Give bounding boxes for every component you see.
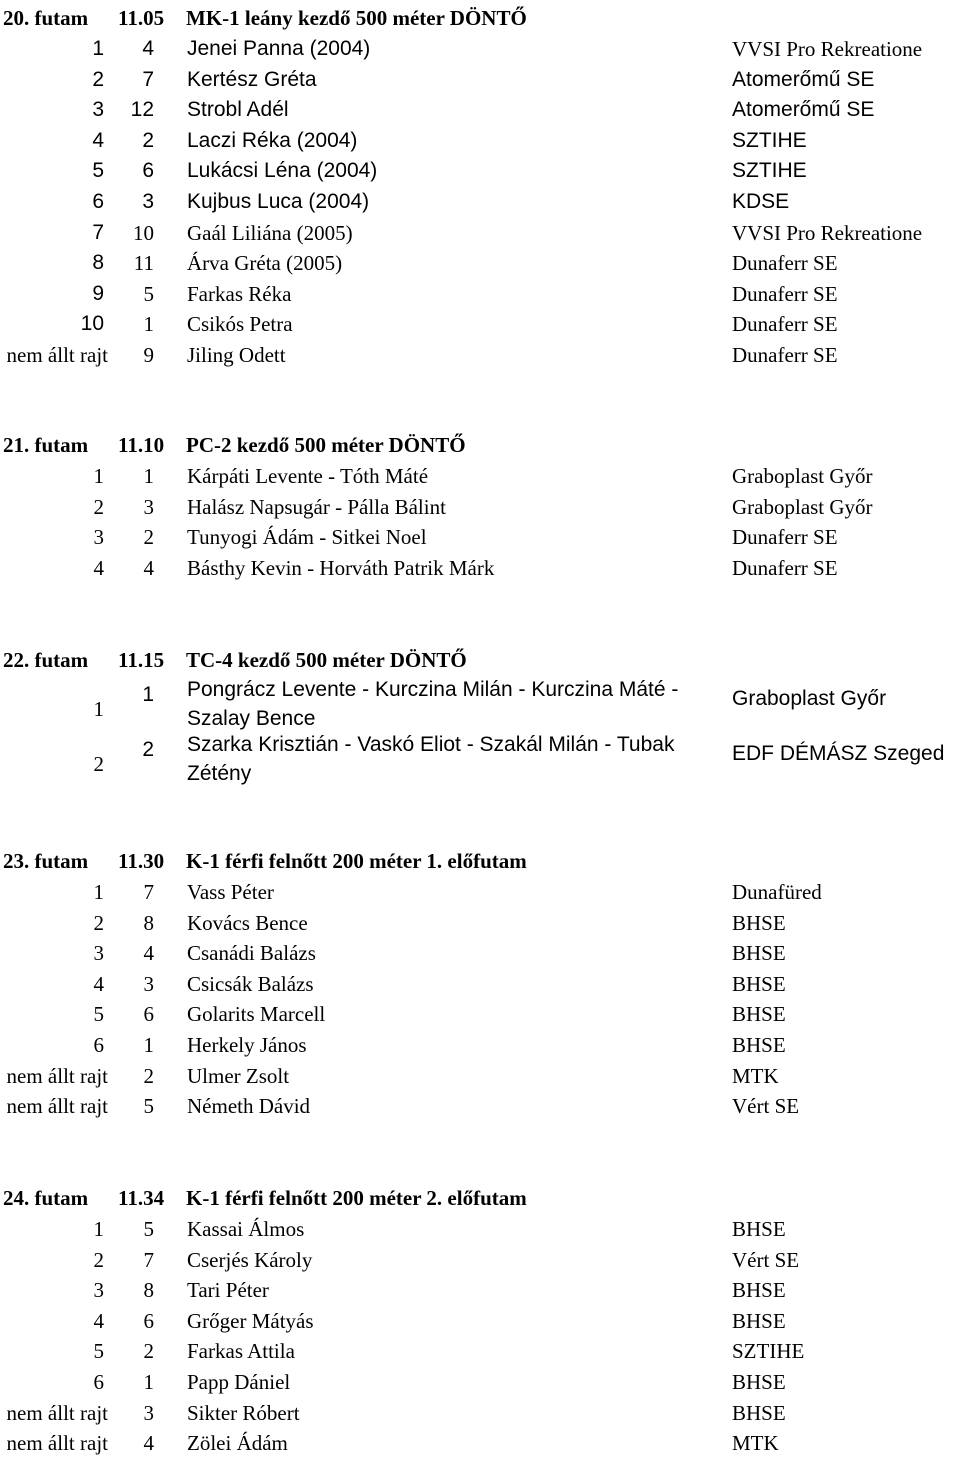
lane: 2 xyxy=(143,1063,154,1088)
result-row xyxy=(0,1029,960,1060)
lane: 3 xyxy=(142,189,154,213)
place: nem állt rajt xyxy=(6,1094,108,1119)
club: BHSE xyxy=(732,971,786,996)
competitor-name: Cserjés Károly xyxy=(187,1247,313,1272)
lane: 3 xyxy=(143,1400,154,1425)
result-row xyxy=(0,308,960,339)
place: 3 xyxy=(92,98,104,122)
place: 9 xyxy=(92,281,104,305)
lane: 8 xyxy=(143,1278,154,1303)
result-row xyxy=(0,33,960,64)
competitor-name: Básthy Kevin - Horváth Patrik Márk xyxy=(187,555,495,580)
result-row xyxy=(0,730,960,785)
competitor-name: Tunyogi Ádám - Sitkei Noel xyxy=(187,525,427,550)
competitor-name: Vass Péter xyxy=(187,880,274,904)
result-row xyxy=(0,907,960,938)
place: 5 xyxy=(92,159,104,183)
place: 1 xyxy=(93,1217,104,1241)
lane: 1 xyxy=(143,1369,154,1394)
competitor-name: Ulmer Zsolt xyxy=(187,1063,290,1088)
place: 2 xyxy=(93,910,104,935)
lane: 5 xyxy=(143,1217,154,1241)
club: BHSE xyxy=(732,1032,786,1057)
heat-number: 24. futam xyxy=(3,1186,89,1210)
result-row xyxy=(0,155,960,186)
result-row xyxy=(0,675,960,730)
club: Graboplast Győr xyxy=(732,494,873,519)
heat-header xyxy=(0,1182,960,1213)
result-row xyxy=(0,278,960,309)
result-row xyxy=(0,339,960,370)
club: BHSE xyxy=(732,1369,786,1394)
competitor-name: Golarits Marcell xyxy=(187,1002,326,1027)
place: 1 xyxy=(93,464,104,488)
competitor-name: Szarka Krisztián - Vaskó Eliot - Szakál Milán - Tubak Zétény xyxy=(187,733,675,785)
competitor-name: Csikós Petra xyxy=(187,312,293,337)
result-row xyxy=(0,968,960,999)
heat-header xyxy=(0,644,960,675)
lane: 7 xyxy=(142,67,154,91)
heat-header xyxy=(0,429,960,460)
result-row xyxy=(0,876,960,907)
lane: 9 xyxy=(143,342,154,367)
place: 4 xyxy=(93,555,104,580)
competitor-name: Kassai Álmos xyxy=(187,1217,305,1241)
heat-block xyxy=(0,2,960,370)
lane: 3 xyxy=(143,971,154,996)
lane: 1 xyxy=(143,312,154,337)
place: 4 xyxy=(92,128,104,152)
lane: 7 xyxy=(143,880,154,904)
club: SZTIHE xyxy=(732,128,807,152)
place: 1 xyxy=(93,880,104,904)
place: 1 xyxy=(93,697,104,721)
heat-time: 11.30 xyxy=(118,849,165,873)
club: EDF DÉMÁSZ Szeged xyxy=(732,742,945,765)
result-row xyxy=(0,1305,960,1336)
competitor-name: Jenei Panna (2004) xyxy=(187,37,371,60)
event-title: K-1 férfi felnőtt 200 méter 1. előfutam xyxy=(186,849,527,873)
club: Dunafüred xyxy=(732,880,822,904)
place: 2 xyxy=(92,67,104,91)
lane: 6 xyxy=(143,1308,154,1333)
heat-number: 23. futam xyxy=(3,849,89,873)
club: Dunaferr SE xyxy=(732,555,838,580)
place: nem állt rajt xyxy=(6,1400,108,1425)
place: nem állt rajt xyxy=(6,1063,108,1088)
club: KDSE xyxy=(732,189,790,213)
lane: 4 xyxy=(143,1431,154,1456)
place: nem állt rajt xyxy=(6,342,108,367)
heat-block xyxy=(0,1182,960,1458)
result-row xyxy=(0,460,960,491)
lane: 12 xyxy=(130,98,154,122)
result-row xyxy=(0,937,960,968)
lane: 2 xyxy=(142,738,154,761)
heat-block xyxy=(0,429,960,582)
heat-number: 20. futam xyxy=(3,6,89,30)
heat-time: 11.10 xyxy=(118,433,165,457)
lane: 5 xyxy=(143,281,154,306)
club: BHSE xyxy=(732,1217,786,1241)
club: Graboplast Győr xyxy=(732,464,873,488)
place: 1 xyxy=(92,37,104,60)
lane: 4 xyxy=(142,37,154,60)
lane: 10 xyxy=(133,220,154,245)
club: Dunaferr SE xyxy=(732,525,838,550)
result-row xyxy=(0,247,960,278)
result-row xyxy=(0,998,960,1029)
competitor-name: Halász Napsugár - Pálla Bálint xyxy=(187,494,446,519)
club: SZTIHE xyxy=(732,159,807,183)
club: Atomerőmű SE xyxy=(732,98,875,122)
result-row xyxy=(0,1244,960,1275)
club: MTK xyxy=(732,1063,779,1088)
result-row xyxy=(0,1060,960,1091)
heat-number: 22. futam xyxy=(3,648,89,672)
lane: 3 xyxy=(143,494,154,519)
lane: 6 xyxy=(143,1002,154,1027)
club: Dunaferr SE xyxy=(732,342,838,367)
result-row xyxy=(0,186,960,217)
place: 4 xyxy=(93,1308,104,1333)
competitor-name: Csicsák Balázs xyxy=(187,971,314,996)
place: 7 xyxy=(92,220,104,244)
heat-time: 11.05 xyxy=(118,6,165,30)
result-row xyxy=(0,1397,960,1428)
heat-block xyxy=(0,845,960,1121)
place: 5 xyxy=(93,1339,104,1364)
competitor-name: Herkely János xyxy=(187,1032,307,1057)
club: BHSE xyxy=(732,1002,786,1027)
result-row xyxy=(0,1366,960,1397)
competitor-name: Grőger Mátyás xyxy=(187,1308,314,1333)
lane: 1 xyxy=(143,1032,154,1057)
place: 10 xyxy=(80,312,104,336)
result-row xyxy=(0,521,960,552)
result-row xyxy=(0,94,960,125)
competitor-name: Zölei Ádám xyxy=(187,1431,288,1456)
competitor-name: Strobl Adél xyxy=(187,98,289,122)
place: 2 xyxy=(93,752,104,776)
lane: 7 xyxy=(143,1247,154,1272)
lane: 1 xyxy=(143,464,154,488)
club: Graboplast Győr xyxy=(732,687,887,710)
result-row xyxy=(0,491,960,522)
result-row xyxy=(0,217,960,248)
result-row xyxy=(0,64,960,95)
event-title: K-1 férfi felnőtt 200 méter 2. előfutam xyxy=(186,1186,527,1210)
club: BHSE xyxy=(732,1278,786,1303)
club: Atomerőmű SE xyxy=(732,67,875,91)
lane: 1 xyxy=(142,683,154,706)
competitor-name: Kujbus Luca (2004) xyxy=(187,189,370,213)
place: 2 xyxy=(93,494,104,519)
lane: 6 xyxy=(142,159,154,183)
club: Vért SE xyxy=(732,1094,800,1119)
lane: 2 xyxy=(143,1339,154,1364)
heat-number: 21. futam xyxy=(3,433,89,457)
result-row xyxy=(0,1335,960,1366)
club: VVSI Pro Rekreatione xyxy=(732,220,923,245)
place: 6 xyxy=(93,1032,104,1057)
competitor-name: Kertész Gréta xyxy=(187,67,317,91)
place: 4 xyxy=(93,971,104,996)
club: BHSE xyxy=(732,941,786,966)
competitor-name: Papp Dániel xyxy=(187,1369,291,1394)
result-row xyxy=(0,552,960,583)
competitor-name: Jiling Odett xyxy=(187,342,286,367)
club: Vért SE xyxy=(732,1247,800,1272)
club: MTK xyxy=(732,1431,779,1456)
club: BHSE xyxy=(732,1400,786,1425)
club: BHSE xyxy=(732,910,786,935)
competitor-name: Kárpáti Levente - Tóth Máté xyxy=(187,464,429,488)
heat-time: 11.34 xyxy=(118,1186,165,1210)
competitor-name: Gaál Liliána (2005) xyxy=(187,220,353,245)
heat-header xyxy=(0,2,960,33)
club: VVSI Pro Rekreatione xyxy=(732,37,923,61)
result-row xyxy=(0,1427,960,1458)
lane: 4 xyxy=(143,941,154,966)
place: 8 xyxy=(92,251,104,275)
lane: 2 xyxy=(142,128,154,152)
place: nem állt rajt xyxy=(6,1431,108,1456)
club: BHSE xyxy=(732,1308,786,1333)
competitor-name: Sikter Róbert xyxy=(187,1400,300,1425)
lane: 11 xyxy=(133,251,154,276)
place: 3 xyxy=(93,941,104,966)
place: 6 xyxy=(93,1369,104,1394)
place: 2 xyxy=(93,1247,104,1272)
place: 6 xyxy=(92,189,104,213)
lane: 8 xyxy=(143,910,154,935)
place: 3 xyxy=(93,525,104,550)
event-title: PC-2 kezdő 500 méter DÖNTŐ xyxy=(186,433,466,457)
place: 3 xyxy=(93,1278,104,1303)
competitor-name: Árva Gréta (2005) xyxy=(187,251,343,276)
competitor-name: Farkas Attila xyxy=(187,1339,295,1364)
competitor-name: Farkas Réka xyxy=(187,281,292,306)
place: 5 xyxy=(93,1002,104,1027)
result-row xyxy=(0,125,960,156)
lane: 4 xyxy=(143,555,154,580)
lane: 5 xyxy=(143,1094,154,1119)
competitor-name: Pongrácz Levente - Kurczina Milán - Kurczina Máté - Szalay Bence xyxy=(187,678,679,730)
event-title: MK-1 leány kezdő 500 méter DÖNTŐ xyxy=(186,6,527,30)
event-title: TC-4 kezdő 500 méter DÖNTŐ xyxy=(186,648,467,672)
lane: 2 xyxy=(143,525,154,550)
heat-time: 11.15 xyxy=(118,648,165,672)
result-row xyxy=(0,1090,960,1121)
competitor-name: Laczi Réka (2004) xyxy=(187,128,358,152)
heat-header xyxy=(0,845,960,876)
competitor-name: Németh Dávid xyxy=(187,1094,311,1119)
competitor-name: Kovács Bence xyxy=(187,910,308,935)
heat-block xyxy=(0,644,960,785)
competitor-name: Csanádi Balázs xyxy=(187,941,316,966)
club: Dunaferr SE xyxy=(732,281,838,306)
competitor-name: Lukácsi Léna (2004) xyxy=(187,159,378,183)
result-row xyxy=(0,1274,960,1305)
result-row xyxy=(0,1213,960,1244)
competitor-name: Tari Péter xyxy=(187,1278,269,1303)
club: Dunaferr SE xyxy=(732,312,838,337)
club: SZTIHE xyxy=(732,1339,805,1364)
club: Dunaferr SE xyxy=(732,251,838,276)
